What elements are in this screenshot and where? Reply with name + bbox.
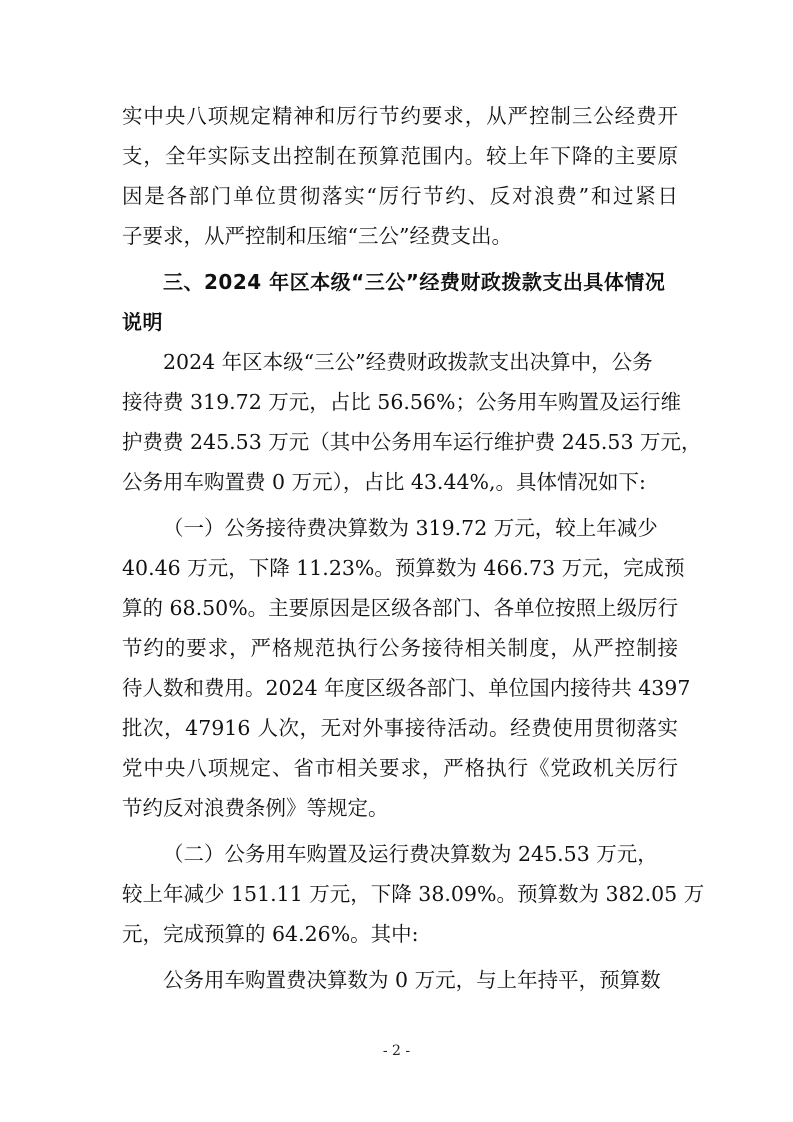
text-line: 实中央八项规定精神和厉行节约要求，从严控制三公经费开 <box>122 104 678 128</box>
text-line: 较上年减少 151.11 万元，下降 38.09%。预算数为 382.05 万 <box>122 882 705 906</box>
paragraph-vehicles <box>122 834 705 954</box>
paragraph-reception <box>122 508 691 828</box>
text-line: 2024 年区本级“三公”经费财政拨款支出决算中，公务 <box>163 350 653 374</box>
text-line: （二）公务用车购置及运行费决算数为 245.53 万元， <box>163 842 658 866</box>
text-line: 接待费 319.72 万元，占比 56.56%；公务用车购置及运行维 <box>122 390 681 414</box>
heading-line: 说明 <box>122 310 163 334</box>
text-line: 算的 68.50%。主要原因是区级各部门、各单位按照上级厉行 <box>122 596 679 620</box>
text-line: 公务用车购置费 0 万元），占比 43.44%,。具体情况如下: <box>122 470 646 494</box>
text-line: 党中央八项规定、省市相关要求，严格执行《党政机关厉行 <box>122 756 678 780</box>
text-line: 护费费 245.53 万元（其中公务用车运行维护费 245.53 万元， <box>122 430 702 454</box>
page-number: - 2 - <box>382 1043 411 1059</box>
text-line: 批次，47916 人次，无对外事接待活动。经费使用贯彻落实 <box>122 716 678 740</box>
text-line: 40.46 万元，下降 11.23%。预算数为 466.73 万元，完成预 <box>122 556 685 580</box>
text-line: 支，全年实际支出控制在预算范围内。较上年下降的主要原 <box>122 144 678 168</box>
document-body <box>122 96 705 1000</box>
text-line: 待人数和费用。2024 年度区级各部门、单位国内接待共 4397 <box>122 676 691 700</box>
text-line: 子要求，从严控制和压缩“三公”经费支出。 <box>122 224 512 248</box>
text-line: 节约的要求，严格规范执行公务接待相关制度，从严控制接 <box>122 636 678 660</box>
text-line: 元，完成预算的 64.26%。其中: <box>122 922 419 946</box>
paragraph-purchase <box>122 960 678 1000</box>
section-heading <box>122 262 678 342</box>
paragraph-summary <box>122 342 702 502</box>
text-line: （一）公务接待费决算数为 319.72 万元，较上年减少 <box>163 516 658 540</box>
text-line: 节约反对浪费条例》等规定。 <box>122 796 389 820</box>
text-line: 因是各部门单位贯彻落实“厉行节约、反对浪费”和过紧日 <box>122 184 678 208</box>
text-line: 公务用车购置费决算数为 0 万元，与上年持平，预算数 <box>163 968 661 992</box>
paragraph-continued <box>122 96 678 256</box>
heading-line: 三、2024 年区本级“三公”经费财政拨款支出具体情况 <box>163 270 666 294</box>
